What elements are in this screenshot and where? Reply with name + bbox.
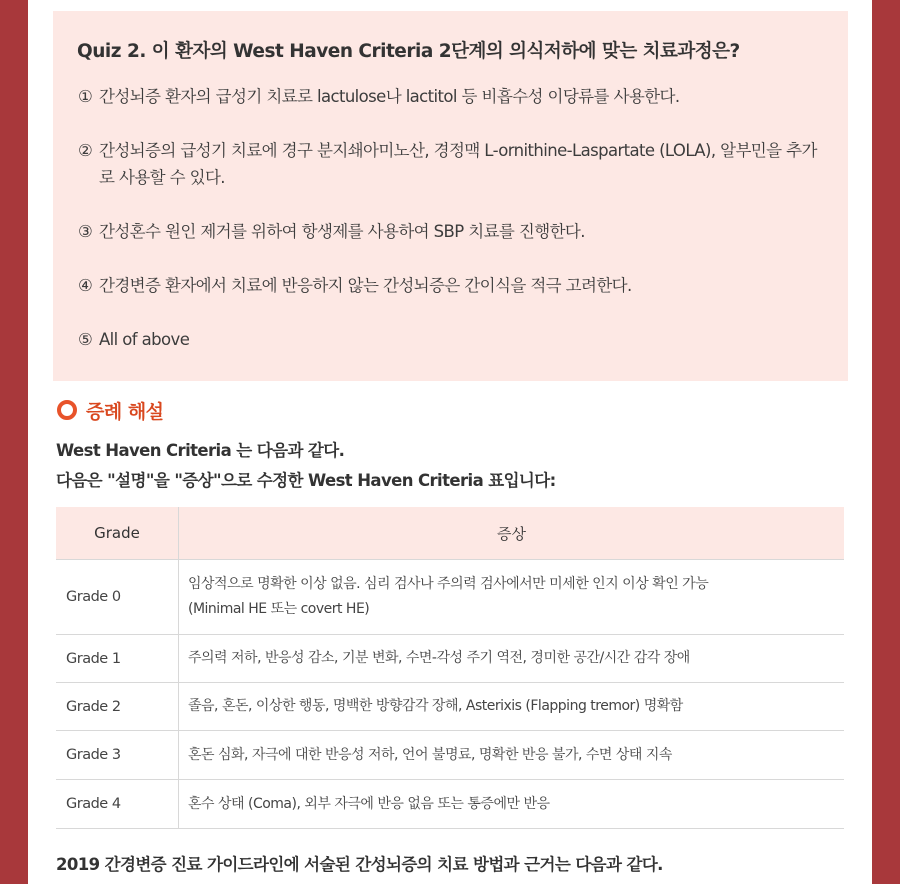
table-row: [56, 560, 844, 635]
option-text: 간경변증 환자에서 치료에 반응하지 않는 간성뇌증은 간이식을 적극 고려한다.: [99, 276, 632, 295]
explanation-title: 증례 해설: [86, 400, 164, 423]
circle-bullet-icon: [57, 400, 77, 420]
table-row: [56, 731, 844, 780]
quiz-option-1: [78, 83, 808, 110]
page-content: [28, 0, 872, 884]
option-number: ②: [78, 141, 93, 160]
grade-cell: Grade 4: [56, 780, 179, 829]
quiz-box: [53, 11, 848, 381]
quiz-title: Quiz 2. 이 환자의 West Haven Criteria 2단계의 의식저하에 맞는 치료과정은?: [77, 41, 740, 62]
grade-cell: Grade 1: [56, 635, 179, 683]
option-number: ④: [78, 276, 93, 295]
option-text: 간성뇌증의 급성기 치료에 경구 분지쇄아미노산, 경정맥 L-ornithine-Laspartate (LOLA), 알부민을 추가로 사용할 수 있다.: [99, 141, 817, 187]
symptom-cell: 임상적으로 명확한 이상 없음. 심리 검사나 주의력 검사에서만 미세한 인지 이상 확인 가능 (Minimal HE 또는 covert HE): [179, 560, 845, 635]
table-row: [56, 683, 844, 731]
option-number: ①: [78, 87, 93, 106]
symptom-cell: 혼돈 심화, 자극에 대한 반응성 저하, 언어 불명료, 명확한 반응 불가, 수면 상태 지속: [179, 731, 845, 780]
explanation-header: [57, 397, 164, 423]
table-header-row: [56, 507, 844, 560]
option-text: 간성혼수 원인 제거를 위하여 항생제를 사용하여 SBP 치료를 진행한다.: [99, 222, 585, 241]
table-row: [56, 635, 844, 683]
west-haven-table: [56, 507, 844, 829]
grade-cell: Grade 3: [56, 731, 179, 780]
option-text: All of above: [99, 330, 190, 349]
quiz-option-2: [78, 137, 829, 191]
option-number: ⑤: [78, 330, 93, 349]
quiz-option-5: [78, 326, 808, 353]
guideline-intro: 2019 간경변증 진료 가이드라인에 서술된 간성뇌증의 치료 방법과 근거는 다음과 같다.: [56, 855, 663, 874]
symptom-cell: 졸음, 혼돈, 이상한 행동, 명백한 방향감각 장해, Asterixis (Flapping tremor) 명확함: [179, 683, 845, 731]
explanation-line-2: 다음은 "설명"을 "증상"으로 수정한 West Haven Criteria 표입니다:: [56, 471, 556, 490]
column-header-symptom: 증상: [179, 507, 845, 560]
table-row: [56, 780, 844, 829]
quiz-option-3: [78, 218, 808, 245]
grade-cell: Grade 2: [56, 683, 179, 731]
grade-cell: Grade 0: [56, 560, 179, 635]
option-number: ③: [78, 222, 93, 241]
explanation-line-1: West Haven Criteria 는 다음과 같다.: [56, 441, 345, 460]
option-text: 간성뇌증 환자의 급성기 치료로 lactulose나 lactitol 등 비흡수성 이당류를 사용한다.: [99, 87, 680, 106]
symptom-cell: 혼수 상태 (Coma), 외부 자극에 반응 없음 또는 통증에만 반응: [179, 780, 845, 829]
quiz-option-4: [78, 272, 808, 299]
column-header-grade: Grade: [56, 507, 179, 560]
symptom-cell: 주의력 저하, 반응성 감소, 기분 변화, 수면-각성 주기 역전, 경미한 공간/시간 감각 장애: [179, 635, 845, 683]
